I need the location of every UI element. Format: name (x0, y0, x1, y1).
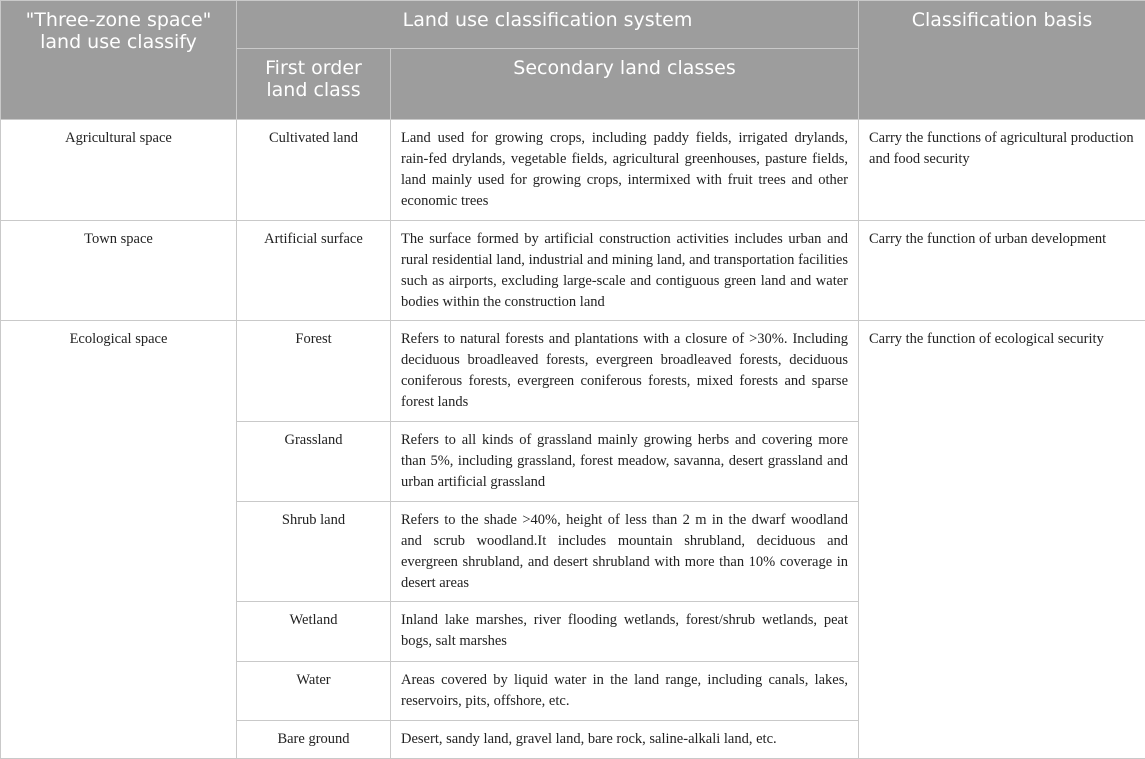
first-order-cell: Cultivated land (237, 120, 391, 221)
zone-cell: Town space (1, 221, 237, 321)
header-secondary-land-classes: Secondary land classes (391, 49, 859, 120)
secondary-class-cell: Land used for growing crops, including paddy fields, irrigated drylands, rain-fed drylands, vegetable fields, agricultural greenhouses, pasture fields, land mainly used for growing crops, intermixed with fruit trees and other economic trees (391, 120, 859, 221)
first-order-cell: Wetland (237, 602, 391, 662)
header-first-order-land-class: First order land class (237, 49, 391, 120)
secondary-class-cell: Inland lake marshes, river flooding wetlands, forest/shrub wetlands, peat bogs, salt marshes (391, 602, 859, 662)
secondary-class-cell: Areas covered by liquid water in the land range, including canals, lakes, reservoirs, pits, offshore, etc. (391, 662, 859, 721)
secondary-class-cell: Refers to all kinds of grassland mainly growing herbs and covering more than 5%, including grassland, forest meadow, savanna, desert grassland and urban artificial grassland (391, 422, 859, 502)
zone-cell: Agricultural space (1, 120, 237, 221)
header-row-top (1, 1, 1145, 49)
first-order-cell: Water (237, 662, 391, 721)
table-row-ecological-forest (1, 321, 1145, 422)
table-row-town (1, 221, 1145, 321)
first-order-cell: Bare ground (237, 721, 391, 759)
header-three-zone-space: "Three-zone space" land use classify (1, 1, 237, 120)
zone-cell: Ecological space (1, 321, 237, 759)
secondary-class-cell: Refers to the shade >40%, height of less than 2 m in the dwarf woodland and scrub woodland.It includes mountain shrubland, deciduous and evergreen shrubland, and desert shrubland with more than 10% coverage in desert areas (391, 502, 859, 602)
first-order-cell: Forest (237, 321, 391, 422)
secondary-class-cell: Refers to natural forests and plantations with a closure of >30%. Including deciduous broadleaved forests, evergreen broadleaved forests, deciduous coniferous forests, evergreen coniferous forests, mixed forests and sparse forest lands (391, 321, 859, 422)
table-row-agricultural (1, 120, 1145, 221)
header-land-use-system: Land use classification system (237, 1, 859, 49)
basis-cell: Carry the functions of agricultural production and food security (859, 120, 1145, 221)
first-order-cell: Artificial surface (237, 221, 391, 321)
basis-cell: Carry the function of urban development (859, 221, 1145, 321)
header-classification-basis: Classification basis (859, 1, 1145, 120)
first-order-cell: Shrub land (237, 502, 391, 602)
secondary-class-cell: The surface formed by artificial construction activities includes urban and rural residential land, industrial and mining land, and transportation facilities such as airports, excluding large-scale and contiguous green land and water bodies within the construction land (391, 221, 859, 321)
secondary-class-cell: Desert, sandy land, gravel land, bare rock, saline-alkali land, etc. (391, 721, 859, 759)
basis-cell: Carry the function of ecological security (859, 321, 1145, 759)
first-order-cell: Grassland (237, 422, 391, 502)
